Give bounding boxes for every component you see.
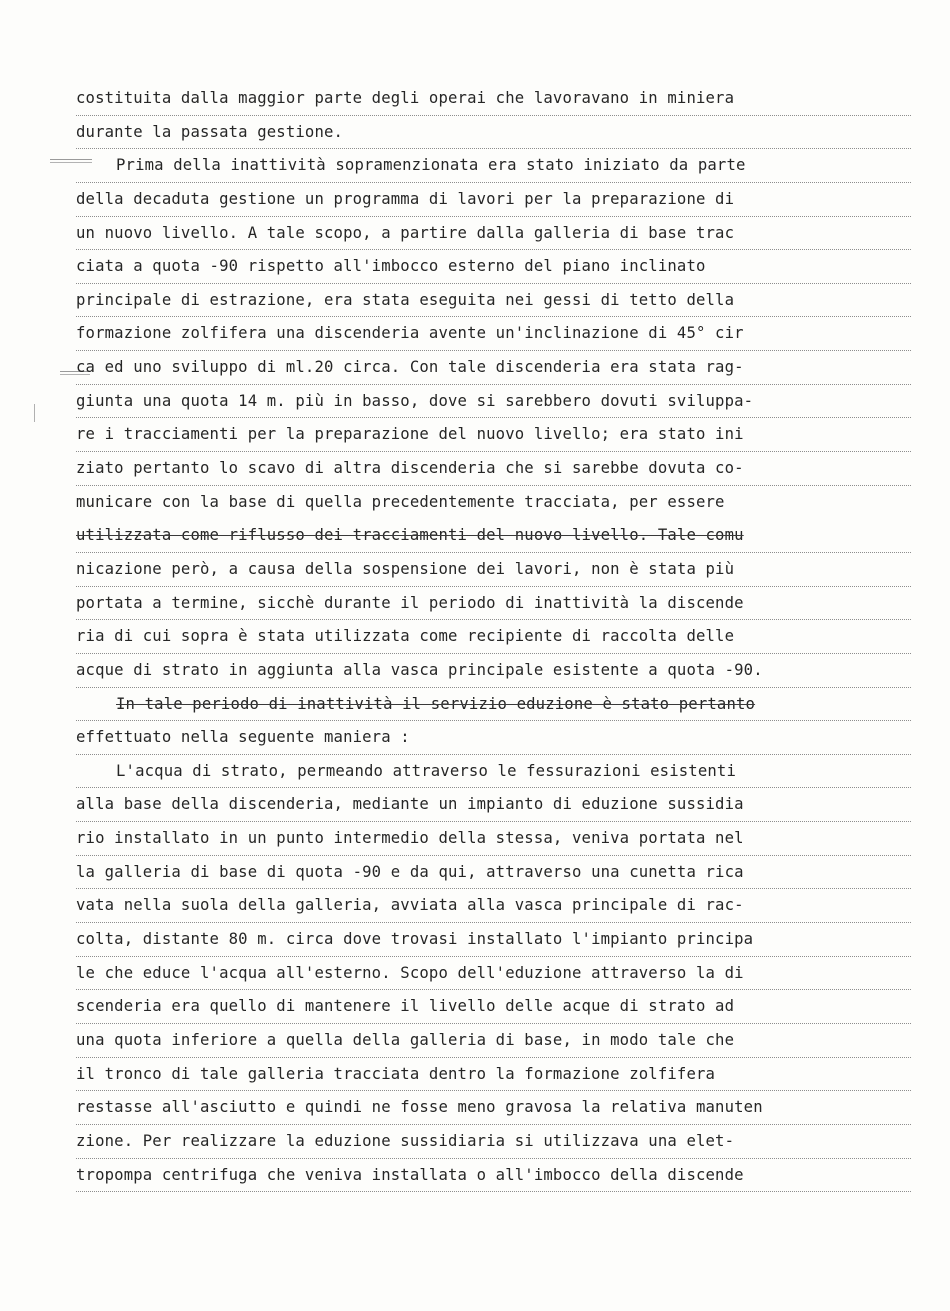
text-line-1: costituita dalla maggior parte degli operai che lavoravano in miniera	[76, 82, 911, 116]
text-line-17: ria di cui sopra è stata utilizzata come recipiente di raccolta delle	[76, 620, 911, 654]
text-line-31: restasse all'asciutto e quindi ne fosse meno gravosa la relativa manuten	[76, 1091, 911, 1125]
binder-hole-mark	[34, 404, 35, 422]
text-line-4: della decaduta gestione un programma di lavori per la preparazione di	[76, 183, 911, 217]
text-line-24: la galleria di base di quota -90 e da qui, attraverso una cunetta rica	[76, 856, 911, 890]
text-line-10: giunta una quota 14 m. più in basso, dove si sarebbero dovuti sviluppa-	[76, 385, 911, 419]
text-line-14: utilizzata come riflusso dei tracciamenti del nuovo livello. Tale comu	[76, 519, 911, 553]
text-line-26: colta, distante 80 m. circa dove trovasi installato l'impianto principa	[76, 923, 911, 957]
text-line-25: vata nella suola della galleria, avviata alla vasca principale di rac-	[76, 889, 911, 923]
text-line-21: L'acqua di strato, permeando attraverso le fessurazioni esistenti	[76, 755, 911, 789]
text-line-12: ziato pertanto lo scavo di altra discenderia che si sarebbe dovuta co-	[76, 452, 911, 486]
text-line-3: Prima della inattività sopramenzionata era stato iniziato da parte	[76, 149, 911, 183]
text-line-2: durante la passata gestione.	[76, 116, 911, 150]
text-line-19: In tale periodo di inattività il servizio eduzione è stato pertanto	[76, 688, 911, 722]
text-line-8: formazione zolfifera una discenderia avente un'inclinazione di 45° cir	[76, 317, 911, 351]
text-line-6: ciata a quota -90 rispetto all'imbocco esterno del piano inclinato	[76, 250, 911, 284]
text-line-9: ca ed uno sviluppo di ml.20 circa. Con tale discenderia era stata rag-	[76, 351, 911, 385]
text-line-13: municare con la base di quella precedentemente tracciata, per essere	[76, 492, 725, 511]
text-line-23: rio installato in un punto intermedio della stessa, veniva portata nel	[76, 822, 911, 856]
text-line-22: alla base della discenderia, mediante un impianto di eduzione sussidia	[76, 788, 911, 822]
text-line-7: principale di estrazione, era stata eseguita nei gessi di tetto della	[76, 284, 911, 318]
text-line-20: effettuato nella seguente maniera :	[76, 721, 911, 755]
text-line-16: portata a termine, sicchè durante il periodo di inattività la discende	[76, 587, 911, 621]
text-line-18: acque di strato in aggiunta alla vasca principale esistente a quota -90.	[76, 654, 911, 688]
text-line-11: re i tracciamenti per la preparazione del nuovo livello; era stato ini	[76, 418, 911, 452]
text-line-32: zione. Per realizzare la eduzione sussidiaria si utilizzava una elet-	[76, 1125, 911, 1159]
typed-text-block	[76, 82, 911, 1192]
text-line-30: il tronco di tale galleria tracciata dentro la formazione zolfifera	[76, 1058, 911, 1092]
text-line-33: tropompa centrifuga che veniva installata o all'imbocco della discende	[76, 1159, 911, 1193]
text-line-28: scenderia era quello di mantenere il livello delle acque di strato ad	[76, 990, 911, 1024]
text-line-5: un nuovo livello. A tale scopo, a partire dalla galleria di base trac	[76, 217, 911, 251]
text-line-15: nicazione però, a causa della sospensione dei lavori, non è stata più	[76, 553, 911, 587]
text-line-29: una quota inferiore a quella della galleria di base, in modo tale che	[76, 1024, 911, 1058]
text-line-27: le che educe l'acqua all'esterno. Scopo dell'eduzione attraverso la di	[76, 957, 911, 991]
